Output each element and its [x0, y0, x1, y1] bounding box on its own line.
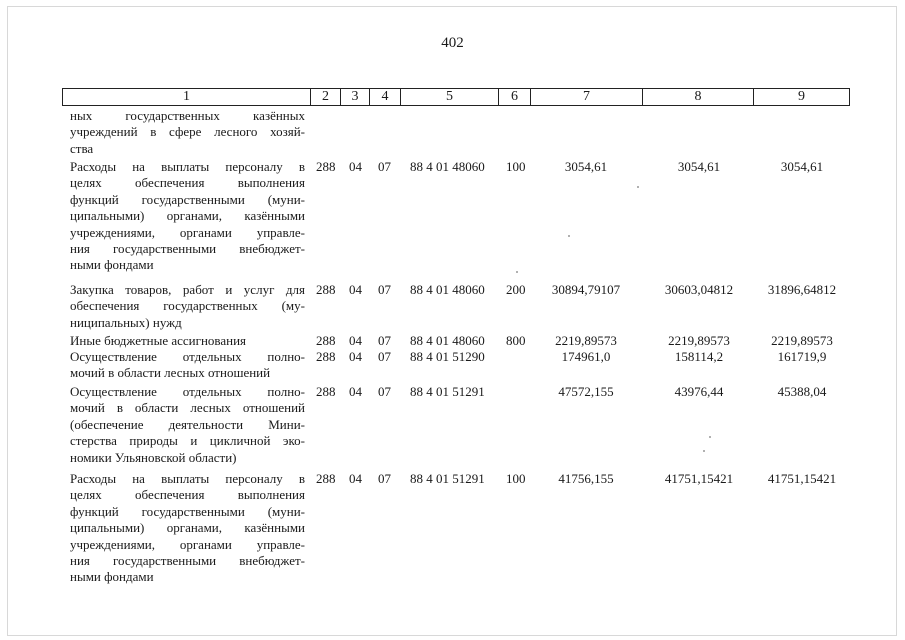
- cell-amount-8: 158114,2: [674, 349, 724, 364]
- cell-amount-8: 3054,61: [677, 159, 721, 174]
- cell-section: 04: [349, 471, 362, 486]
- cell-amount-8: 43976,44: [674, 384, 724, 399]
- cell-amount-7: 30894,79107: [551, 282, 621, 297]
- row-name: [70, 471, 305, 586]
- row-name: [70, 349, 305, 382]
- scan-speck: [703, 450, 705, 452]
- cell-subsection: 07: [378, 159, 391, 174]
- cell-amount-9: 41751,15421: [767, 471, 837, 486]
- header-col-5: 5: [401, 88, 499, 106]
- cell-target-article: 88 4 01 51291: [410, 384, 485, 399]
- cell-target-article: 88 4 01 48060: [410, 333, 485, 348]
- scan-speck: [516, 271, 518, 273]
- row-name: [70, 159, 305, 274]
- scan-speck: [568, 235, 570, 237]
- header-col-3: 3: [341, 88, 370, 106]
- page-number: 402: [441, 35, 464, 51]
- cell-section: 04: [349, 282, 362, 297]
- cell-ministry: 288: [316, 282, 336, 297]
- cell-subsection: 07: [378, 471, 391, 486]
- cell-target-article: 88 4 01 51291: [410, 471, 485, 486]
- cell-amount-7: 41756,155: [558, 471, 614, 486]
- row-name-line: Расходы на выплаты персоналу в: [70, 159, 305, 174]
- row-name-line: ципальными) органами, казёнными: [70, 208, 305, 224]
- cell-target-article: 88 4 01 48060: [410, 159, 485, 174]
- cell-amount-7: 47572,155: [558, 384, 614, 399]
- cell-amount-9: 161719,9: [777, 349, 827, 364]
- cell-section: 04: [349, 384, 362, 399]
- row-name-line: Закупка товаров, работ и услуг для: [70, 282, 305, 297]
- row-name-line: мочий в области лесных отношений: [70, 400, 305, 416]
- cell-section: 04: [349, 333, 362, 348]
- header-col-8: 8: [643, 88, 754, 106]
- row-name-line: мочий в области лесных отношений: [70, 365, 271, 381]
- cell-target-article: 88 4 01 48060: [410, 282, 485, 297]
- cell-amount-9: 45388,04: [777, 384, 827, 399]
- row-name-line: ных государственных казённых: [70, 108, 305, 123]
- cell-amount-9: 3054,61: [780, 159, 824, 174]
- row-name-line: Расходы на выплаты персоналу в: [70, 471, 305, 486]
- row-name-line: учреждениями, органами управле-: [70, 536, 305, 552]
- cell-ministry: 288: [316, 471, 336, 486]
- row-name: [70, 384, 305, 466]
- row-name-line: ципальными) органами, казёнными: [70, 520, 305, 536]
- header-col-9: 9: [754, 88, 850, 106]
- scan-speck: [709, 436, 711, 438]
- header-col-1: 1: [62, 88, 311, 106]
- cell-expense-type: 100: [506, 159, 526, 174]
- cell-expense-type: 800: [506, 333, 526, 348]
- cell-amount-8: 41751,15421: [664, 471, 734, 486]
- cell-expense-type: 200: [506, 282, 526, 297]
- cell-expense-type: 100: [506, 471, 526, 486]
- cell-amount-7: 174961,0: [561, 349, 611, 364]
- cell-amount-7: 3054,61: [564, 159, 608, 174]
- cell-amount-9: 31896,64812: [767, 282, 837, 297]
- row-name: [70, 282, 305, 331]
- header-col-4: 4: [370, 88, 401, 106]
- header-col-7: 7: [531, 88, 643, 106]
- cell-target-article: 88 4 01 51290: [410, 349, 485, 364]
- row-name: [70, 333, 305, 349]
- cell-section: 04: [349, 349, 362, 364]
- cell-subsection: 07: [378, 349, 391, 364]
- row-name-line: функций государственными (муни-: [70, 191, 305, 207]
- row-name-line: ниципальных) нужд: [70, 314, 182, 330]
- scan-speck: [637, 186, 639, 188]
- header-col-6: 6: [499, 88, 531, 106]
- row-name-line: учреждений в сфере лесного хозяй-: [70, 124, 305, 140]
- cell-section: 04: [349, 159, 362, 174]
- row-name-line: ния государственными внебюджет-: [70, 553, 305, 569]
- row-name-line: Иные бюджетные ассигнования: [70, 333, 247, 348]
- row-name: [70, 108, 305, 157]
- cell-ministry: 288: [316, 349, 336, 364]
- row-name-line: Осуществление отдельных полно-: [70, 349, 305, 364]
- row-name-line: стерства природы и цикличной эко-: [70, 433, 305, 449]
- cell-amount-8: 2219,89573: [668, 333, 730, 348]
- row-name-line: целях обеспечения выполнения: [70, 175, 305, 191]
- row-name-line: целях обеспечения выполнения: [70, 487, 305, 503]
- row-name-line: ными фондами: [70, 257, 154, 273]
- row-name-line: (обеспечение деятельности Мини-: [70, 416, 305, 432]
- cell-subsection: 07: [378, 333, 391, 348]
- row-name-line: Осуществление отдельных полно-: [70, 384, 305, 399]
- header-col-2: 2: [311, 88, 341, 106]
- row-name-line: ства: [70, 140, 94, 156]
- cell-amount-7: 2219,89573: [555, 333, 617, 348]
- cell-amount-8: 30603,04812: [664, 282, 734, 297]
- row-name-line: обеспечения государственных (му-: [70, 298, 305, 314]
- cell-ministry: 288: [316, 333, 336, 348]
- cell-ministry: 288: [316, 384, 336, 399]
- row-name-line: ными фондами: [70, 569, 154, 585]
- cell-subsection: 07: [378, 282, 391, 297]
- cell-subsection: 07: [378, 384, 391, 399]
- cell-amount-9: 2219,89573: [771, 333, 833, 348]
- cell-ministry: 288: [316, 159, 336, 174]
- row-name-line: номики Ульяновской области): [70, 449, 237, 465]
- row-name-line: учреждениями, органами управле-: [70, 224, 305, 240]
- row-name-line: ния государственными внебюджет-: [70, 241, 305, 257]
- row-name-line: функций государственными (муни-: [70, 503, 305, 519]
